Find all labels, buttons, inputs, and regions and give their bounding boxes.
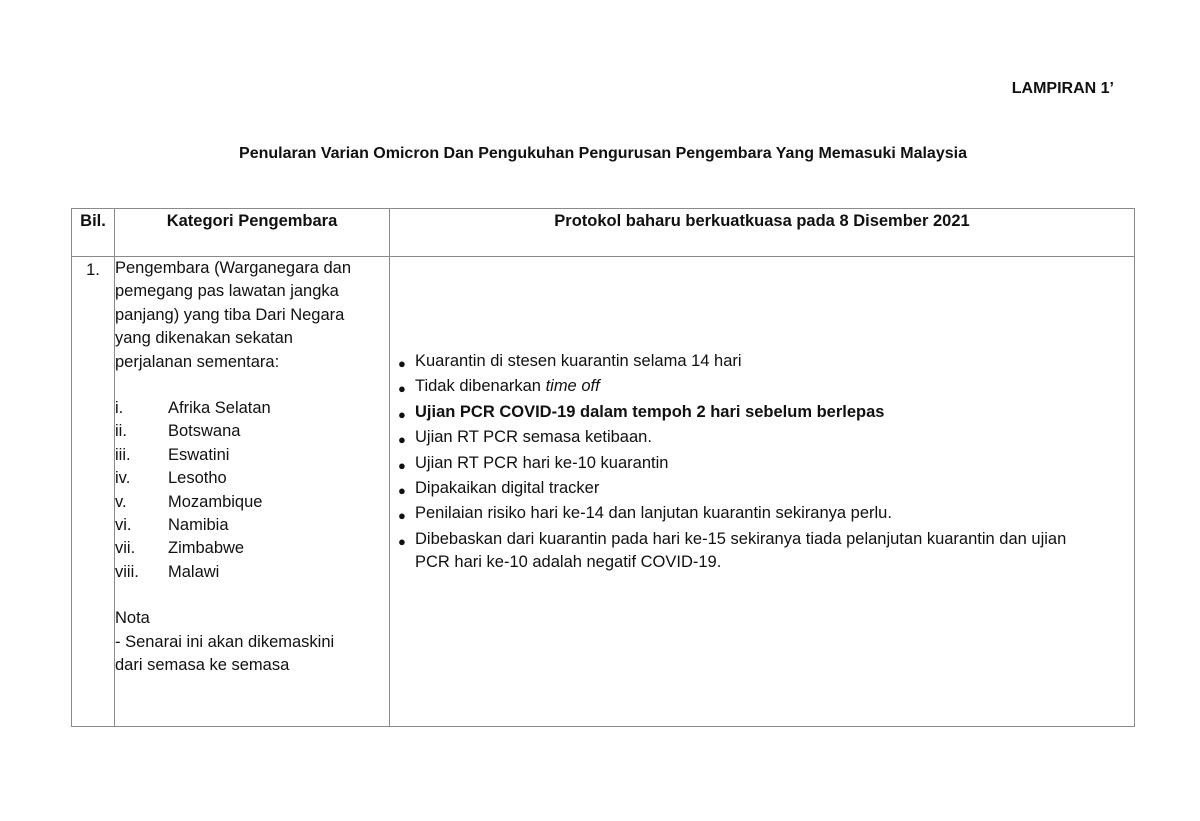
kategori-line: panjang) yang tiba Dari Negara — [115, 305, 345, 324]
header-bil: Bil. — [72, 209, 115, 257]
note-title: Nota — [115, 609, 150, 628]
protocol-list — [390, 257, 1134, 575]
row-bil-cell — [72, 257, 115, 727]
country-name: Afrika Selatan — [168, 399, 271, 418]
list-item — [115, 491, 389, 514]
list-item: ● Ujian RT PCR hari ke-10 kuarantin — [398, 452, 1124, 477]
bullet-icon: ● — [398, 483, 406, 499]
bullet-icon: ● — [398, 508, 406, 524]
list-item — [115, 514, 389, 537]
country-list — [115, 397, 389, 584]
kategori-description — [115, 257, 389, 374]
list-number: iii. — [115, 445, 131, 464]
list-item — [115, 420, 389, 443]
list-item — [115, 444, 389, 467]
list-number: v. — [115, 492, 127, 511]
header-kategori: Kategori Pengembara — [115, 209, 390, 257]
kategori-line: Pengembara (Warganegara dan — [115, 259, 352, 277]
country-name: Mozambique — [168, 492, 263, 511]
traveller-protocol-table — [71, 208, 1135, 727]
kategori-line: yang dikenakan sekatan — [115, 329, 293, 348]
row-number: 1. — [86, 261, 100, 279]
list-item: ● Dibebaskan dari kuarantin pada hari ke-15 sekiranya tiada pelanjutan kuarantin dan ujian PCR hari ke-10 adalah negatif COVID-19. — [398, 528, 1124, 575]
list-number: ii. — [115, 422, 127, 441]
table-header-row — [72, 209, 1135, 257]
list-item: ● Ujian RT PCR semasa ketibaan. — [398, 426, 1124, 451]
list-item — [115, 561, 389, 584]
bullet-icon: ● — [398, 406, 406, 422]
kategori-cell — [115, 257, 390, 727]
list-item — [115, 537, 389, 560]
country-name: Malawi — [168, 562, 220, 581]
list-item: ● Ujian PCR COVID-19 dalam tempoh 2 hari sebelum berlepas — [398, 401, 1124, 426]
bullet-icon: ● — [398, 356, 406, 371]
country-name: Botswana — [168, 422, 241, 441]
protokol-cell — [390, 257, 1135, 727]
table-row — [72, 257, 1135, 727]
list-item — [115, 397, 389, 420]
list-item: ● Penilaian risiko hari ke-14 dan lanjutan kuarantin sekiranya perlu. — [398, 502, 1124, 527]
list-number: vi. — [115, 516, 132, 535]
list-number: iv. — [115, 469, 131, 488]
annex-label: LAMPIRAN 1’ — [1011, 80, 1114, 97]
kategori-line: pemegang pas lawatan jangka — [115, 282, 339, 301]
bullet-icon: ● — [398, 533, 406, 549]
list-item — [115, 467, 389, 490]
bullet-icon: ● — [398, 432, 406, 448]
country-name: Zimbabwe — [168, 539, 245, 558]
bullet-icon: ● — [398, 381, 406, 397]
list-item: ● Tidak dibenarkan time off — [398, 375, 1124, 400]
list-item: ● Dipakaikan digital tracker — [398, 477, 1124, 502]
country-name: Eswatini — [168, 445, 230, 464]
list-number: vii. — [115, 539, 136, 558]
note-line: - Senarai ini akan dikemaskini — [115, 632, 335, 651]
list-item: ● Kuarantin di stesen kuarantin selama 14 hari — [398, 350, 1124, 375]
kategori-line: perjalanan sementara: — [115, 352, 280, 371]
list-number: viii. — [115, 562, 139, 581]
note-line: dari semasa ke semasa — [115, 656, 290, 675]
country-name: Namibia — [168, 516, 229, 535]
note-section — [115, 607, 389, 677]
header-protokol: Protokol baharu berkuatkuasa pada 8 Disember 2021 — [390, 209, 1135, 257]
country-name: Lesotho — [168, 469, 227, 488]
bullet-icon: ● — [398, 457, 406, 473]
list-number: i. — [115, 399, 124, 418]
document-title: Penularan Varian Omicron Dan Pengukuhan Pengurusan Pengembara Yang Memasuki Malaysia — [239, 145, 967, 162]
